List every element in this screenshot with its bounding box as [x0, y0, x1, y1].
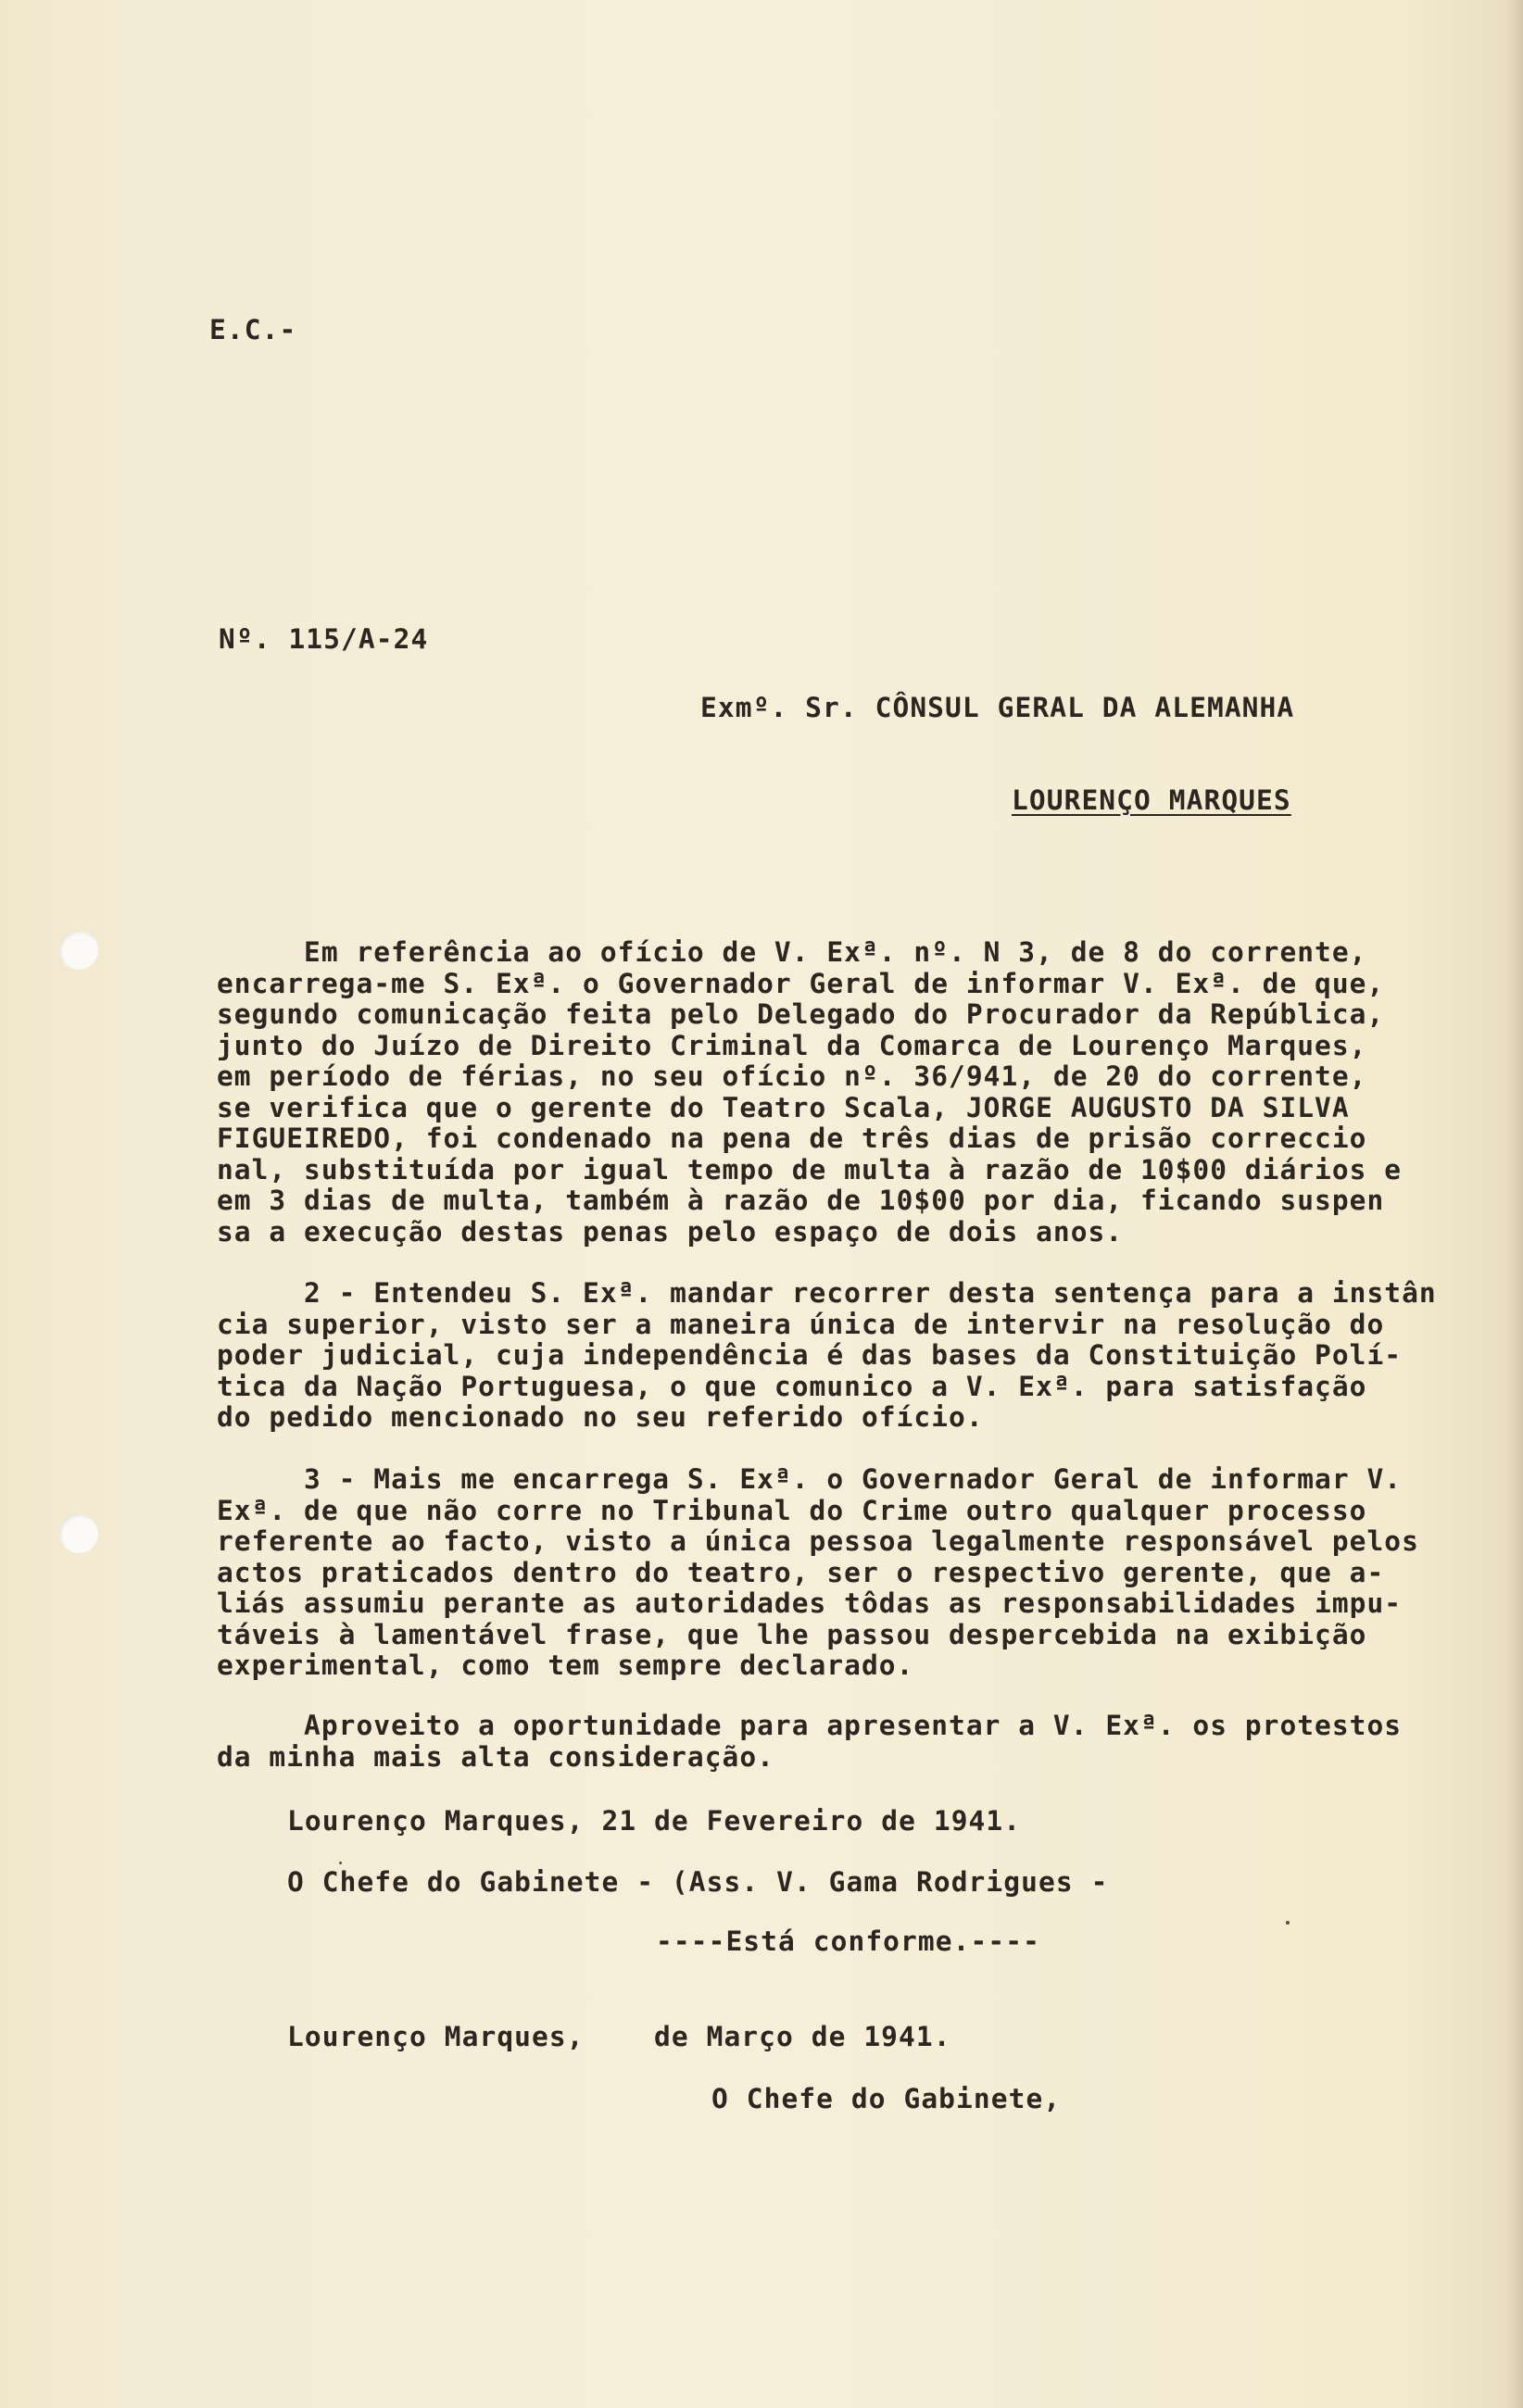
paragraph-line: 2 - Entendeu S. Exª. mandar recorrer desta sentença para a instân	[217, 1277, 1437, 1309]
paragraph-4	[217, 1711, 1486, 1773]
paragraph-line: nal, substituída por igual tempo de multa à razão de 10$00 diários e	[217, 1153, 1403, 1185]
paragraph-2	[217, 1278, 1486, 1434]
paragraph-3	[217, 1464, 1486, 1682]
paragraph-1	[217, 937, 1486, 1248]
paragraph-line: do pedido mencionado no seu referido ofício.	[217, 1401, 984, 1433]
paragraph-line: tica da Nação Portuguesa, o que comunico a V. Exª. para satisfação	[217, 1370, 1367, 1402]
addressee: Exmº. Sr. CÔNSUL GERAL DA ALEMANHA	[700, 692, 1295, 723]
paragraph-line: referente ao facto, visto a única pessoa legalmente responsável pelos	[217, 1525, 1419, 1557]
signature-line: O Chefe do Gabinete - (Ass. V. Gama Rodrigues -	[287, 1866, 1109, 1898]
paragraph-line: segundo comunicação feita pelo Delegado do Procurador da República,	[217, 998, 1385, 1030]
paragraph-line: cia superior, visto ser a maneira única de intervir na resolução do	[217, 1308, 1385, 1340]
ink-speck	[1286, 1921, 1290, 1925]
punch-hole-bottom	[59, 1514, 98, 1553]
paragraph-line: sa a execução destas penas pelo espaço de dois anos.	[217, 1215, 1124, 1248]
paragraph-line: Em referência ao ofício de V. Exª. nº. N 3, de 8 do corrente,	[217, 936, 1367, 968]
paragraph-line: actos praticados dentro do teatro, ser o respectivo gerente, que a-	[217, 1556, 1385, 1588]
punch-hole-top	[59, 931, 98, 970]
paragraph-line: em 3 dias de multa, também à razão de 10$00 por dia, ficando suspen	[217, 1185, 1385, 1216]
chief-title: O Chefe do Gabinete,	[711, 2083, 1062, 2114]
paragraph-line: Aproveito a oportunidade para apresentar a V. Exª. os protestos	[217, 1710, 1403, 1741]
place-date: Lourenço Marques, 21 de Fevereiro de 1941.	[287, 1805, 1022, 1837]
paragraph-line: em período de férias, no seu ofício nº. 36/941, de 20 do corrente,	[217, 1060, 1367, 1092]
paragraph-line: FIGUEIREDO, foi condenado na pena de três dias de prisão correccio	[217, 1122, 1367, 1154]
page-edge-shadow	[1506, 0, 1523, 2408]
place-date-2-date: de Março de 1941.	[654, 2021, 951, 2052]
paragraph-line: Exª. de que não corre no Tribunal do Crime outro qualquer processo	[217, 1494, 1367, 1526]
paragraph-line: táveis à lamentável frase, que lhe passou despercebida na exibição	[217, 1618, 1367, 1650]
conformity-stamp-text: ----Está conforme.----	[656, 1925, 1040, 1957]
addressee-city: LOURENÇO MARQUES	[1012, 784, 1291, 816]
paragraph-line: se verifica que o gerente do Teatro Scala, JORGE AUGUSTO DA SILVA	[217, 1091, 1350, 1123]
paragraph-line: junto do Juízo de Direito Criminal da Comarca de Lourenço Marques,	[217, 1029, 1367, 1061]
paragraph-line: experimental, como tem sempre declarado.	[217, 1649, 914, 1681]
paragraph-line: 3 - Mais me encarrega S. Exª. o Governador Geral de informar V.	[217, 1463, 1403, 1495]
document-number: Nº. 115/A-24	[219, 623, 429, 655]
place-date-2-place: Lourenço Marques,	[287, 2021, 585, 2052]
ink-speck	[339, 1862, 342, 1864]
reference-mark: E.C.-	[209, 314, 297, 345]
paragraph-line: liás assumiu perante as autoridades tôdas as responsabilidades impu-	[217, 1587, 1403, 1619]
paragraph-line: da minha mais alta consideração.	[217, 1740, 774, 1773]
paragraph-line: encarrega-me S. Exª. o Governador Geral de informar V. Exª. de que,	[217, 967, 1385, 999]
paragraph-line: poder judicial, cuja independência é das bases da Constituição Polí-	[217, 1339, 1403, 1371]
